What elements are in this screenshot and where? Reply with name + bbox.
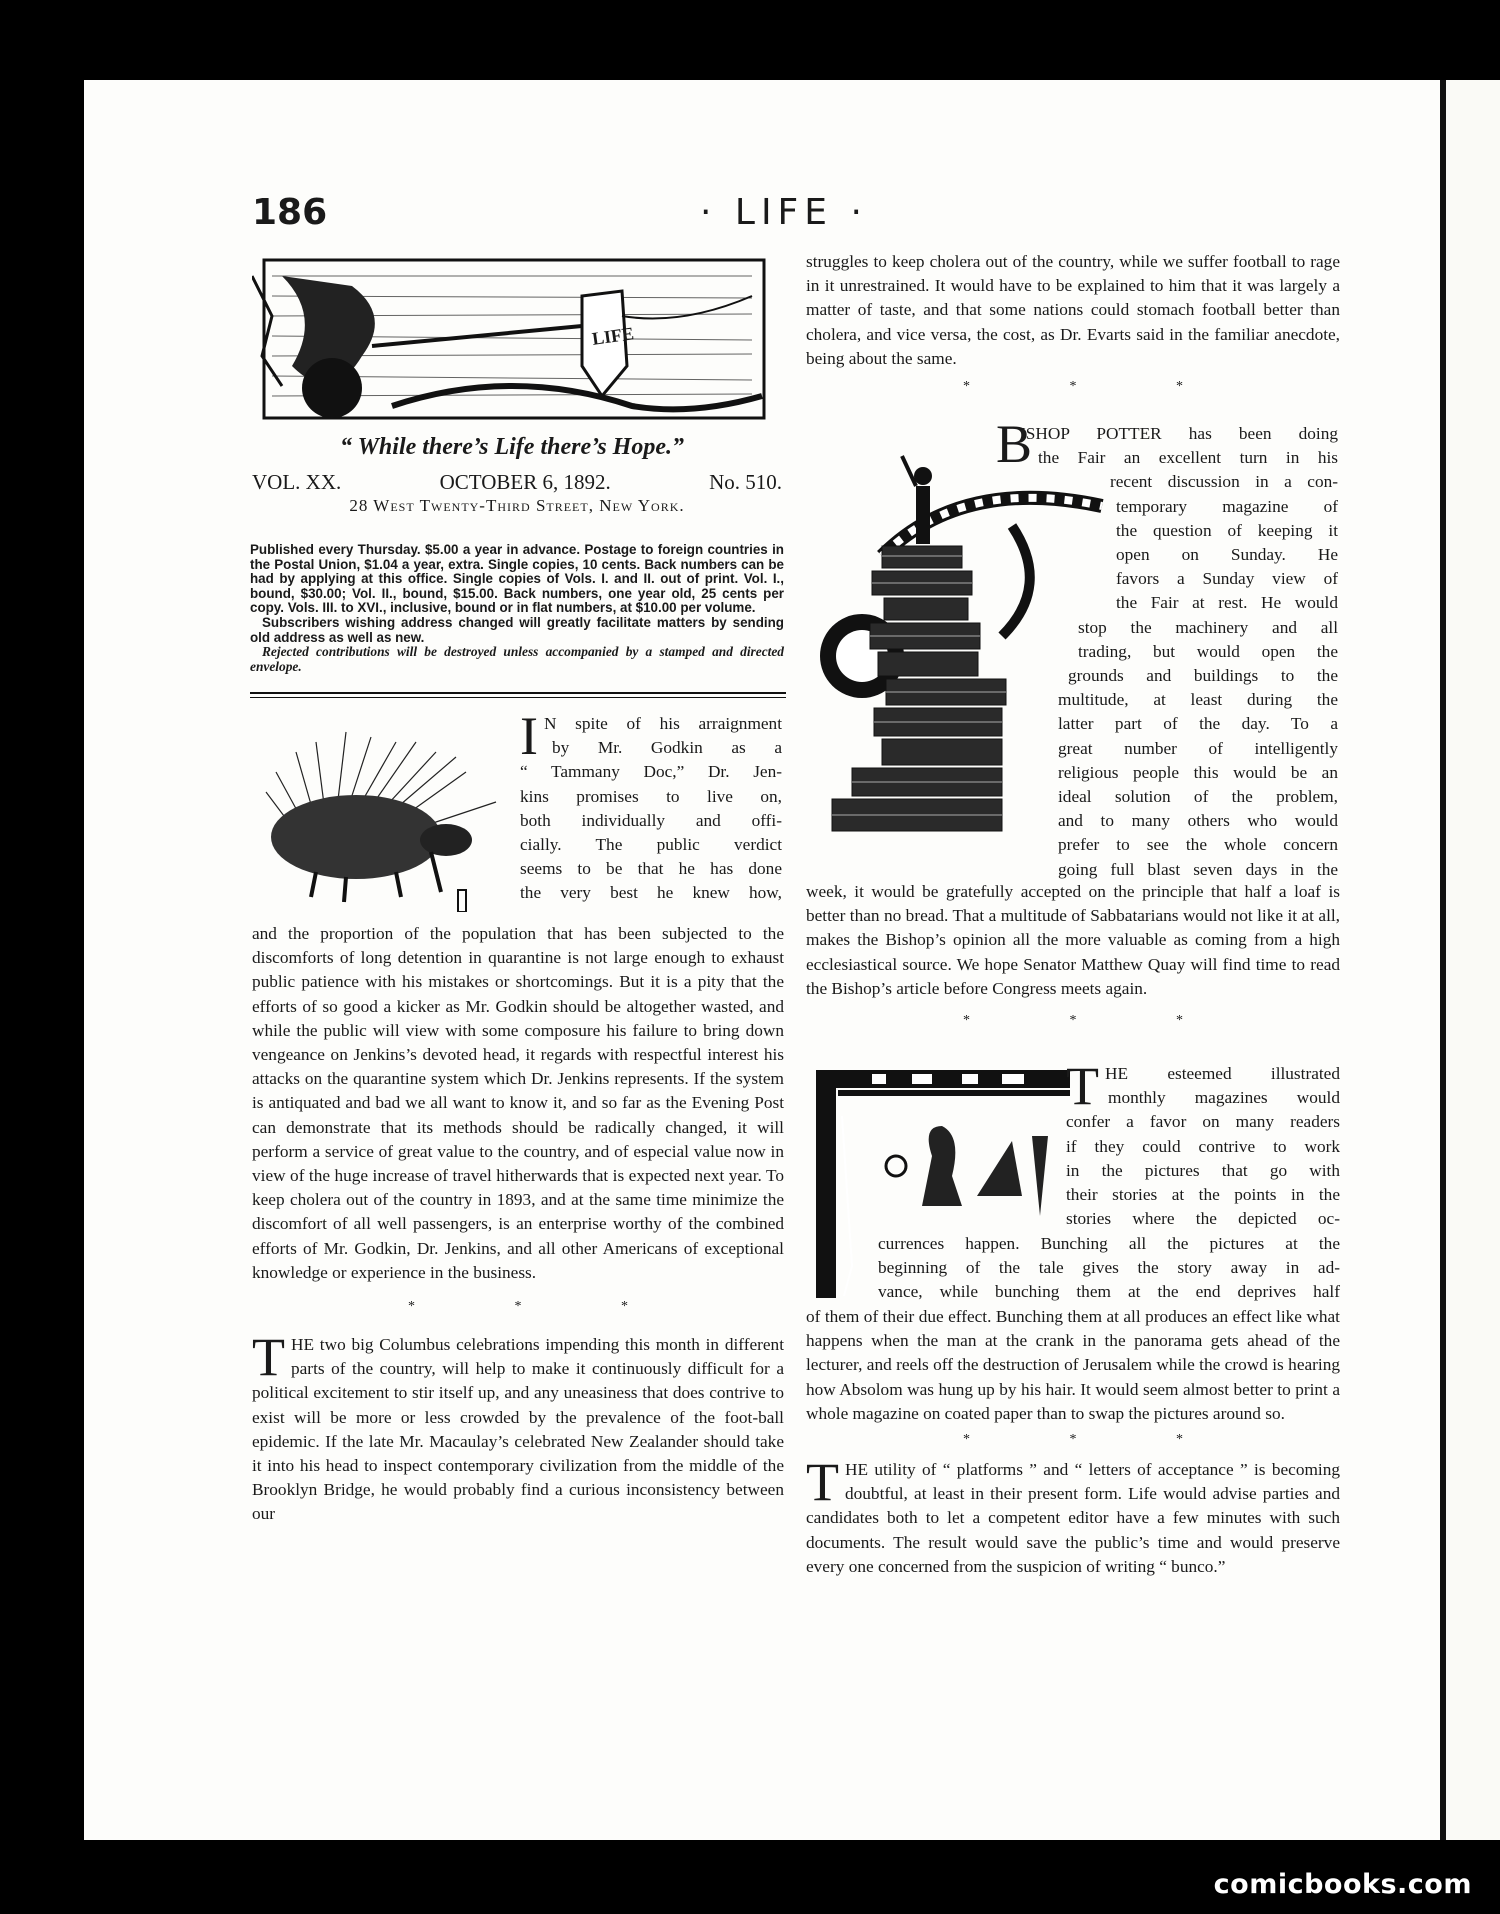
text-line: ideal solution of the problem, (1058, 787, 1338, 807)
left-column-top (520, 706, 782, 906)
text-line: and to many others who would (1058, 811, 1338, 831)
issue-date: OCTOBER 6, 1892. (439, 470, 611, 494)
section-separator-2: * * * (963, 379, 1231, 395)
bishop-paragraph: week, it would be gratefully accepted on the principle that half a loaf is better than no bread. That a multitude of Sabbatarians would not like it at all, makes the Bishop’s opinion all the more valuable as coming from a high ecclesiastical source. We hope Senator Matthew Quay will find time to read the Bishop’s article before Congress meets again. (806, 882, 1340, 998)
text-line: stories where the depicted oc- (1066, 1209, 1340, 1229)
platforms-paragraph: THE utility of “ platforms ” and “ letters of acceptance ” is becoming doubtful, at least in their present form. Life would advise parties and candidates both to let a competent editor have a few minutes with such documents. The result would save the public’s time and would preserve every one concerned from the suspicion of writing “ bunco.” (806, 1452, 1340, 1576)
watermark: comicbooks.com (1213, 1869, 1472, 1900)
text-line: seems to be that he has done (520, 859, 782, 879)
publication-terms: Published every Thursday. $5.00 a year in advance. Postage to foreign countries in the Postal Union, $1.04 a year, extra. Single copies, 10 cents. Back numbers can be had by applying at this office. Single copies of Vols. I. and II. out of print. Vol. I., bound, $30.00; Vol. II., bound, $15.00. Back numbers, one year old, 25 cents per copy. Vols. III. to XVI., inclusive, bound or in flat numbers, at $10.00 per volume. (250, 542, 784, 616)
text-line: cially. The public verdict (520, 835, 782, 855)
volume-line (252, 470, 782, 495)
text-line: grounds and buildings to the (1068, 666, 1338, 686)
para4-narrow-lines (1066, 1056, 1340, 1231)
text-line: recent discussion in a con- (1110, 472, 1338, 492)
text-line: N spite of his arraignment (543, 714, 782, 733)
publication-notice (250, 543, 784, 674)
page-number: 186 (252, 192, 328, 233)
masthead-illustration (252, 256, 772, 424)
text-line: kins promises to live on, (520, 786, 782, 806)
text-line: by Mr. Godkin as a (552, 738, 782, 758)
section-separator-4: * * * (963, 1432, 1231, 1448)
text-line: multitude, at least during the (1058, 690, 1338, 710)
text-line: their stories at the points in the (1066, 1185, 1340, 1205)
text-line: ISHOP POTTER has been doing (1020, 424, 1338, 443)
text-line: the very best he knew how, (520, 883, 782, 903)
magazines-narrow-text (1066, 1056, 1340, 1231)
text-line: great number of intelligently (1058, 738, 1338, 758)
text-line: in the pictures that go with (1066, 1160, 1340, 1180)
columbus-paragraph: THE two big Columbus celebrations impending this month in different parts of the country, will help to make it continuously difficult for a political excitement to stir itself up, and any uneasiness that does contrive to exist will be more or less crowded by the prevalence of the foot-ball epidemic. If the late Mr. Macaulay’s celebrated New Zealander should take it into his head to inspect contemporary civilization from the middle of the Brooklyn Bridge, he would probably find a curious inconsistency between our (252, 1327, 784, 1524)
text-line: trading, but would open the (1078, 641, 1338, 661)
banner-label: LIFE (590, 323, 636, 349)
next-page-edge (1446, 80, 1500, 1840)
right-column-top (806, 250, 1340, 399)
text-line: “ Tammany Doc,” Dr. Jen- (520, 762, 782, 782)
text-line: favors a Sunday view of (1116, 569, 1338, 589)
bishop-narrow-text (996, 414, 1338, 882)
section-separator-3: * * * (963, 1013, 1231, 1029)
para4-mid-lines (878, 1232, 1340, 1305)
text-line: the question of keeping it (1116, 520, 1338, 540)
text-line: temporary magazine of (1116, 496, 1338, 516)
magazines-paragraph: of them of their due effect. Bunching them at all produces an effect like what happens when the man at the crank in the panorama gets ahead of the lecturer, and reels off the destruction of Jerusalem while the crowd is hearing how Absolom was hung up by his hair. It would seem almost better to print a whole magazine on coated paper than to swap the pictures around so. (806, 1307, 1340, 1423)
text-line: monthly magazines would (1108, 1088, 1340, 1108)
dropcap-t: T (1066, 1056, 1099, 1116)
running-title: · LIFE · (700, 192, 868, 233)
text-line: beginning of the tale gives the story away in ad- (878, 1258, 1340, 1278)
text-line: confer a favor on many readers (1066, 1112, 1340, 1132)
para3-narrow-lines (996, 414, 1338, 882)
volume-number: VOL. XX. (252, 470, 342, 494)
football-paragraph: struggles to keep cholera out of the country, while we suffer football to rage in it unrestrained. It would have to be explained to him that it was largely a matter of taste, and that some nations could stomach football better than cholera, and vice versa, the cost, as Dr. Evarts said in the familiar anecdote, being about the same. (806, 252, 1340, 368)
text-line: vance, while bunching them at the end deprives half (878, 1282, 1340, 1302)
para1-narrow-lines (520, 706, 782, 906)
magazines-body (806, 1305, 1340, 1579)
text-line: the Fair an excellent turn in his (1038, 448, 1338, 468)
text-line: open on Sunday. He (1116, 545, 1338, 565)
section-separator: * * * (408, 1299, 676, 1315)
text-line: religious people this would be an (1058, 762, 1338, 782)
text-line: prefer to see the whole concern (1058, 835, 1338, 855)
text-line: if they could contrive to work (1066, 1136, 1340, 1156)
left-column-body (252, 922, 784, 1527)
office-address: 28 West Twenty-Third Street, New York. (349, 496, 685, 515)
text-line: going full blast seven days in the (1058, 859, 1338, 879)
masthead-motto: “ While there’s Life there’s Hope.” (340, 434, 684, 460)
text-line: currences happen. Bunching all the pictures at the (878, 1234, 1340, 1253)
text-line: latter part of the day. To a (1058, 714, 1338, 734)
contributions-notice: Rejected contributions will be destroyed unless accompanied by a stamped and directed envelope. (250, 644, 784, 674)
issue-number: No. 510. (709, 470, 782, 494)
text-line: HE esteemed illustrated (1105, 1064, 1340, 1083)
bishop-body (806, 880, 1340, 1033)
text-line: the Fair at rest. He would (1116, 593, 1338, 613)
dropcap-b: B (996, 414, 1033, 474)
subscriber-notice: Subscribers wishing address changed will greatly facilitate matters by sending old address as well as new. (250, 614, 784, 645)
text-line: stop the machinery and all (1078, 617, 1338, 637)
double-rule (250, 692, 786, 698)
text-line: both individually and offi- (520, 810, 782, 830)
porcupine-illustration (256, 712, 510, 912)
magazines-mid-text (878, 1232, 1340, 1305)
dropcap-i: I (520, 706, 538, 766)
quarantine-paragraph: and the proportion of the population that has been subjected to the discomforts of long detention in quarantine is not large enough to exhaust public patience with his mistakes or shortcomings. But it is a pity that the efforts of so good a kicker as Mr. Godkin should be altogether wasted, and while the public will view with some composure his failure to bring down vengeance on Jenkins’s devoted head, it regards with respectful interest his attacks on the quarantine system which Dr. Jenkins represents. If the system is antiquated and bad we all want to know it, and so far as the Evening Post can demonstrate that its methods should be radically changed, it will perform a service of great value to the country, and of especial value now in view of the huge increase of travel hitherwards that is expected next year. To keep cholera out of the country in 1893, and at the same time minimize the discomfort of all well passengers, is an enterprise worthy of the combined efforts of Mr. Godkin, Dr. Jenkins, and all other Americans of exceptional knowledge or experience in the business. (252, 924, 784, 1282)
